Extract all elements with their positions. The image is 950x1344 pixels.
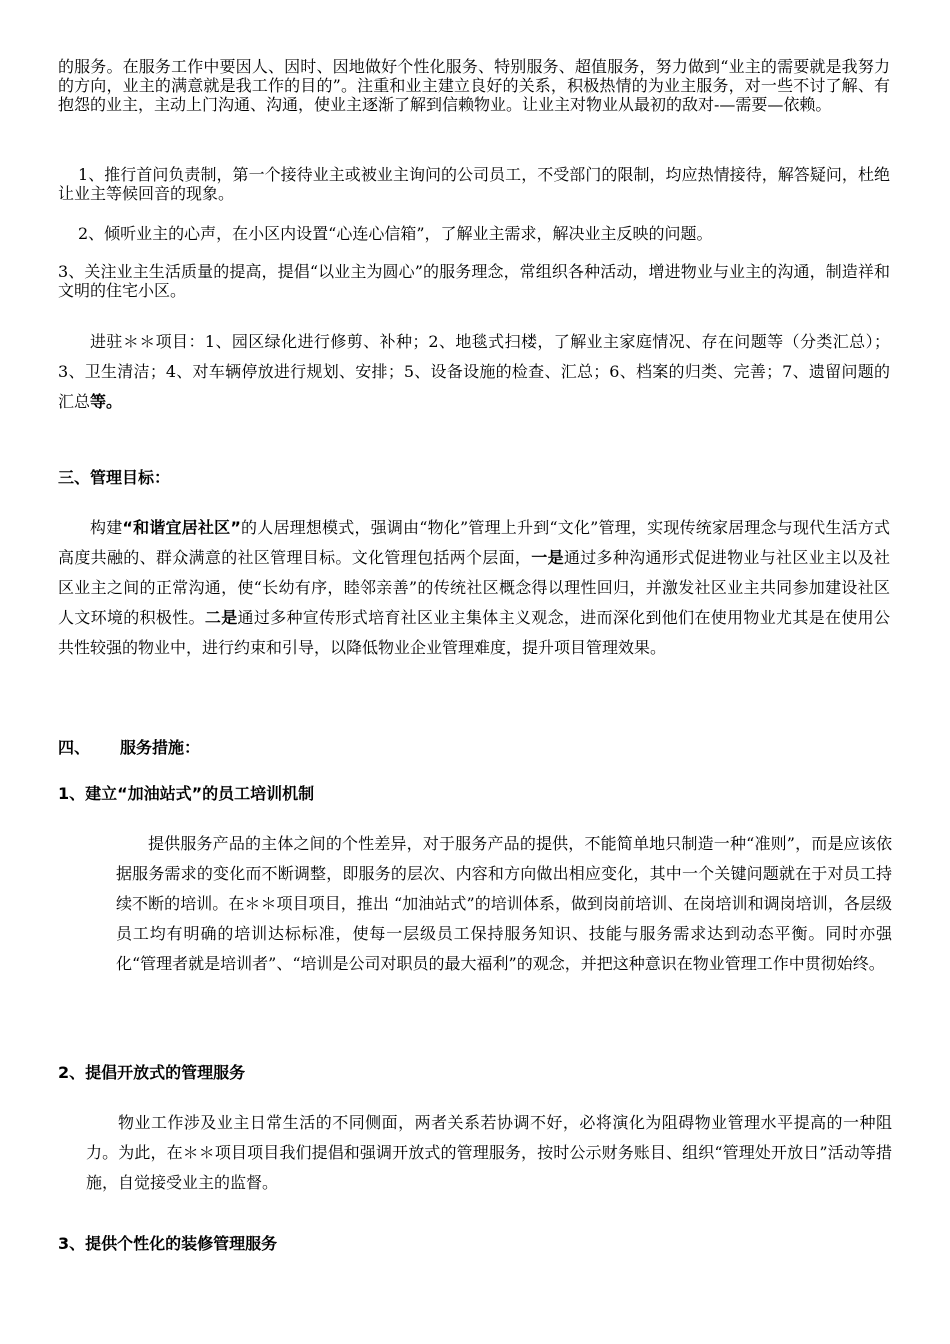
goal-bold-second: 二是 [204,608,238,627]
list-item-1: 1、推行首问负责制，第一个接待业主或被业主询问的公司员工，不受部门的限制，均应热情接待，解答疑问，杜绝让业主等候回音的现象。 [58,165,890,203]
section-heading-service-measures [58,737,200,759]
goal-text-3: 通过多种沟通形式促进物业与社区业主以及社区业主之间的正常沟通，使“长幼有序，睦邻亲善”的传统社区概念得以理性回归，并激发社区业主共同参加建设社区人文环境的积极性。 [58,548,890,627]
entry-paragraph [58,327,890,417]
section4-title: 服务措施： [120,738,201,757]
goal-text-1: 构建 [90,518,123,537]
goal-bold-community: “和谐宜居社区” [122,518,241,537]
entry-end: 等。 [90,392,123,411]
measure-heading-open-service: 2、提倡开放式的管理服务 [58,1063,246,1082]
goal-text-2: 的人居理想模式，强调由“物化”管理上升到“文化”管理，实现传统家居理念与现代生活方式高度共融的、群众满意的社区管理目标。文化管理包括两个层面， [58,518,890,567]
open-service-paragraph: 物业工作涉及业主日常生活的不同侧面，两者关系若协调不好，必将演化为阻碍物业管理水平提高的一种阻力。为此，在＊＊项目项目我们提倡和强调开放式的管理服务，按时公示财务账目、组织“管理处开放日”活动等措施，自觉接受业主的监督。 [86,1113,892,1192]
section4-number: 四、 [58,738,91,757]
goal-text-4: 通过多种宣传形式培育社区业主集体主义观念，进而深化到他们在使用物业尤其是在使用公共性较强的物业中，进行约束和引导，以降低物业企业管理难度，提升项目管理效果。 [58,608,890,657]
goal-bold-first: 一是 [531,548,564,567]
entry-text: 进驻＊＊项目：1、园区绿化进行修剪、补种；2、地毯式扫楼，了解业主家庭情况、存在问题等（分类汇总）；3、卫生清洁；4、对车辆停放进行规划、安排；5、设备设施的检查、汇总；6、档案的归类、完善；7、遗留问题的汇总 [58,332,890,411]
intro-paragraph: 的服务。在服务工作中要因人、因时、因地做好个性化服务、特别服务、超值服务，努力做到“业主的需要就是我努力的方向，业主的满意就是我工作的目的”。注重和业主建立良好的关系，积极热情的为业主服务，对一些不讨了解、有抱怨的业主，主动上门沟通、沟通，使业主逐渐了解到信赖物业。让业主对物业从最初的敌对-—需要—依赖。 [58,57,890,114]
measure-heading-decoration: 3、提供个性化的装修管理服务 [58,1234,278,1253]
goal-paragraph [58,513,890,663]
measure-heading-training: 1、建立“加油站式”的员工培训机制 [58,784,315,803]
list-item-2: 2、倾听业主的心声，在小区内设置“心连心信箱”，了解业主需求，解决业主反映的问题。 [78,224,713,243]
list-item-3: 3、关注业主生活质量的提高，提倡“以业主为圆心”的服务理念，常组织各种活动，增进物业与业主的沟通，制造祥和文明的住宅小区。 [58,262,890,300]
training-paragraph: 提供服务产品的主体之间的个性差异，对于服务产品的提供，不能简单地只制造一种“准则”，而是应该依据服务需求的变化而不断调整，即服务的层次、内容和方向做出相应变化，其中一个关键问题就在于对员工持续不断的培训。在＊＊项目项目，推出 “加油站式”的培训体系，做到岗前培训、在岗培训和调岗培训，各层级员工均有明确的培训达标标准，使每一层级员工保持服务知识、技能与服务需求达到动态平衡。同时亦强化“管理者就是培训者”、“培训是公司对职员的最大福利”的观念，并把这种意识在物业管理工作中贯彻始终。 [116,834,892,973]
section-heading-management-goal: 三、管理目标： [58,468,171,487]
